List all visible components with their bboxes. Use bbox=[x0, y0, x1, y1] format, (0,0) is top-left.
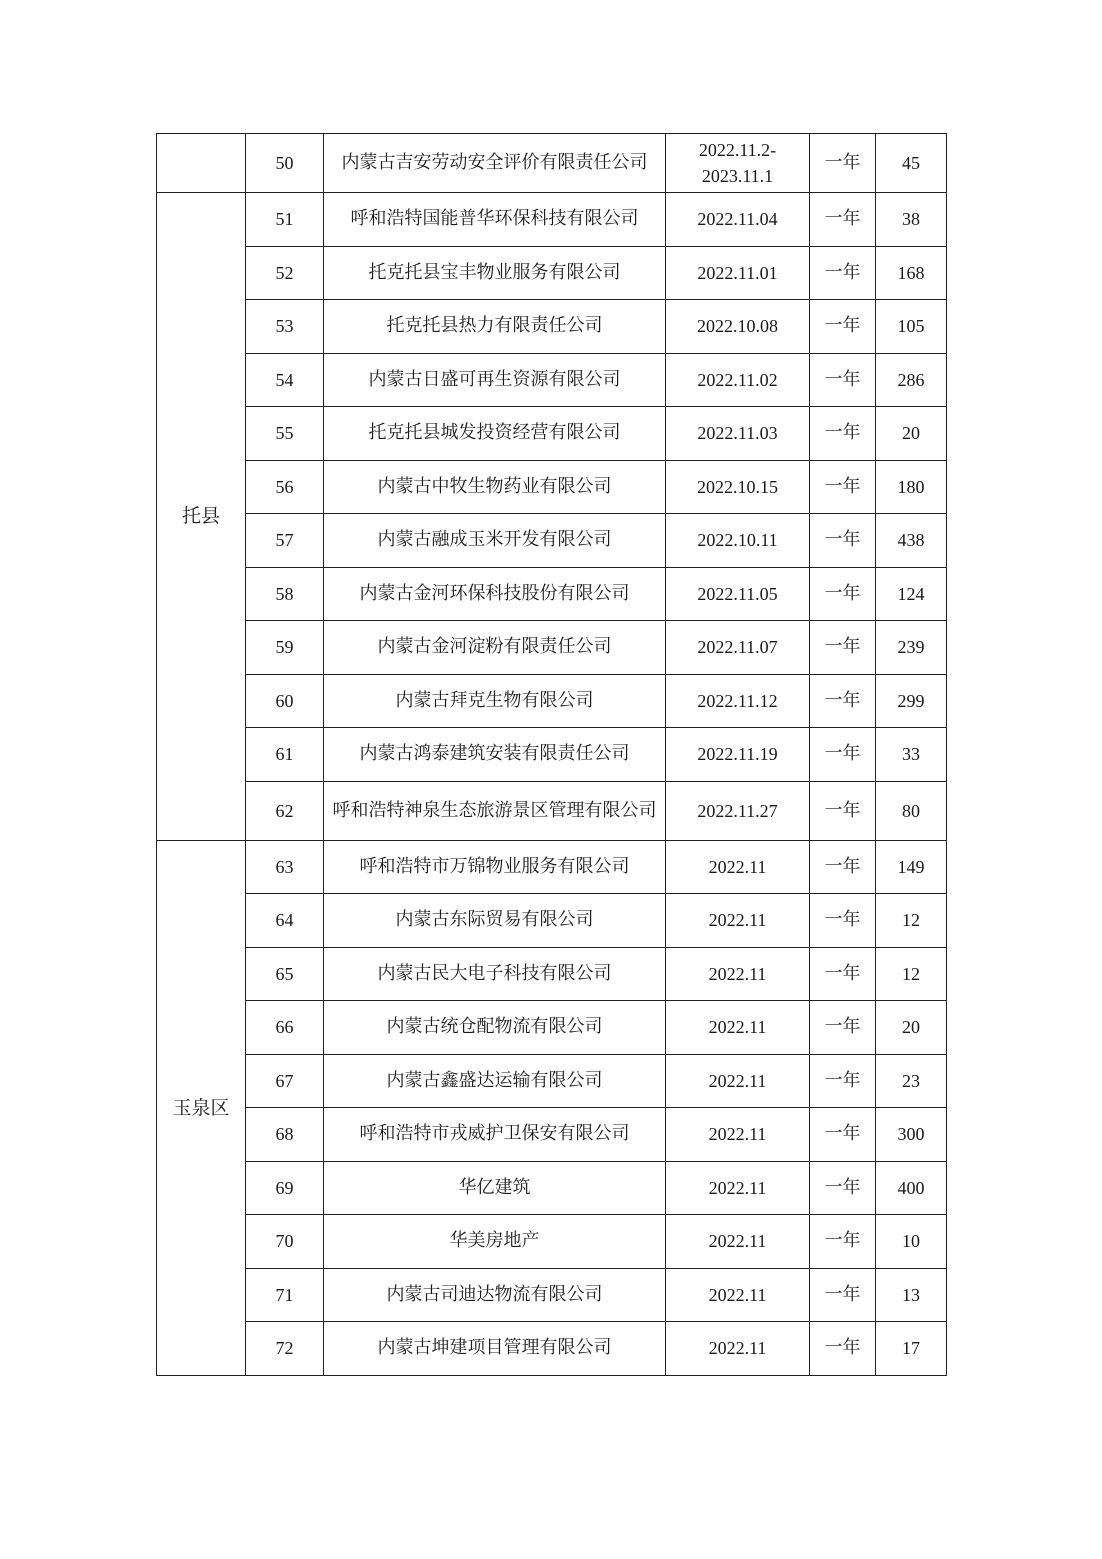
company-name-cell: 内蒙古日盛可再生资源有限公司 bbox=[324, 353, 666, 407]
term-cell: 一年 bbox=[810, 134, 876, 193]
date-cell: 2022.11.19 bbox=[666, 728, 810, 782]
term-cell: 一年 bbox=[810, 567, 876, 621]
table-row bbox=[157, 514, 947, 568]
serial-number-cell: 64 bbox=[246, 894, 324, 948]
date-cell: 2022.11.03 bbox=[666, 407, 810, 461]
serial-number-cell: 50 bbox=[246, 134, 324, 193]
count-cell: 80 bbox=[876, 781, 947, 840]
date-cell: 2022.11 bbox=[666, 1215, 810, 1269]
company-name-cell: 呼和浩特国能普华环保科技有限公司 bbox=[324, 193, 666, 247]
serial-number-cell: 60 bbox=[246, 674, 324, 728]
term-cell: 一年 bbox=[810, 894, 876, 948]
term-cell: 一年 bbox=[810, 1215, 876, 1269]
table-row bbox=[157, 353, 947, 407]
count-cell: 13 bbox=[876, 1268, 947, 1322]
serial-number-cell: 59 bbox=[246, 621, 324, 675]
table-row bbox=[157, 460, 947, 514]
table-row bbox=[157, 246, 947, 300]
serial-number-cell: 57 bbox=[246, 514, 324, 568]
serial-number-cell: 56 bbox=[246, 460, 324, 514]
count-cell: 168 bbox=[876, 246, 947, 300]
company-name-cell: 托克托县宝丰物业服务有限公司 bbox=[324, 246, 666, 300]
count-cell: 149 bbox=[876, 840, 947, 894]
count-cell: 20 bbox=[876, 1001, 947, 1055]
date-cell: 2022.11.12 bbox=[666, 674, 810, 728]
table-row bbox=[157, 947, 947, 1001]
count-cell: 10 bbox=[876, 1215, 947, 1269]
term-cell: 一年 bbox=[810, 621, 876, 675]
company-name-cell: 内蒙古东际贸易有限公司 bbox=[324, 894, 666, 948]
date-cell: 2022.11 bbox=[666, 840, 810, 894]
term-cell: 一年 bbox=[810, 781, 876, 840]
term-cell: 一年 bbox=[810, 674, 876, 728]
serial-number-cell: 65 bbox=[246, 947, 324, 1001]
company-name-cell: 内蒙古司迪达物流有限公司 bbox=[324, 1268, 666, 1322]
count-cell: 299 bbox=[876, 674, 947, 728]
serial-number-cell: 66 bbox=[246, 1001, 324, 1055]
table-row bbox=[157, 674, 947, 728]
serial-number-cell: 62 bbox=[246, 781, 324, 840]
count-cell: 438 bbox=[876, 514, 947, 568]
company-name-cell: 华亿建筑 bbox=[324, 1161, 666, 1215]
serial-number-cell: 51 bbox=[246, 193, 324, 247]
term-cell: 一年 bbox=[810, 1268, 876, 1322]
company-name-cell: 呼和浩特市戎威护卫保安有限公司 bbox=[324, 1108, 666, 1162]
term-cell: 一年 bbox=[810, 300, 876, 354]
term-cell: 一年 bbox=[810, 728, 876, 782]
company-name-cell: 内蒙古鸿泰建筑安装有限责任公司 bbox=[324, 728, 666, 782]
term-cell: 一年 bbox=[810, 1322, 876, 1376]
count-cell: 180 bbox=[876, 460, 947, 514]
count-cell: 12 bbox=[876, 894, 947, 948]
serial-number-cell: 63 bbox=[246, 840, 324, 894]
date-cell: 2022.11.02 bbox=[666, 353, 810, 407]
count-cell: 400 bbox=[876, 1161, 947, 1215]
count-cell: 300 bbox=[876, 1108, 947, 1162]
region-cell bbox=[157, 134, 246, 193]
company-name-cell: 内蒙古融成玉米开发有限公司 bbox=[324, 514, 666, 568]
company-name-cell: 托克托县热力有限责任公司 bbox=[324, 300, 666, 354]
serial-number-cell: 68 bbox=[246, 1108, 324, 1162]
term-cell: 一年 bbox=[810, 1108, 876, 1162]
serial-number-cell: 71 bbox=[246, 1268, 324, 1322]
serial-number-cell: 67 bbox=[246, 1054, 324, 1108]
count-cell: 20 bbox=[876, 407, 947, 461]
table-row bbox=[157, 1001, 947, 1055]
term-cell: 一年 bbox=[810, 246, 876, 300]
serial-number-cell: 54 bbox=[246, 353, 324, 407]
count-cell: 23 bbox=[876, 1054, 947, 1108]
term-cell: 一年 bbox=[810, 947, 876, 1001]
date-cell: 2022.11 bbox=[666, 1001, 810, 1055]
count-cell: 45 bbox=[876, 134, 947, 193]
date-cell: 2022.11 bbox=[666, 1054, 810, 1108]
table-row bbox=[157, 621, 947, 675]
serial-number-cell: 61 bbox=[246, 728, 324, 782]
company-name-cell: 托克托县城发投资经营有限公司 bbox=[324, 407, 666, 461]
term-cell: 一年 bbox=[810, 193, 876, 247]
term-cell: 一年 bbox=[810, 1054, 876, 1108]
company-name-cell: 华美房地产 bbox=[324, 1215, 666, 1269]
date-cell: 2022.11 bbox=[666, 894, 810, 948]
term-cell: 一年 bbox=[810, 353, 876, 407]
serial-number-cell: 69 bbox=[246, 1161, 324, 1215]
region-cell: 托县 bbox=[157, 193, 246, 841]
company-name-cell: 呼和浩特神泉生态旅游景区管理有限公司 bbox=[324, 781, 666, 840]
company-name-cell: 内蒙古坤建项目管理有限公司 bbox=[324, 1322, 666, 1376]
table-row bbox=[157, 134, 947, 193]
term-cell: 一年 bbox=[810, 1161, 876, 1215]
date-cell: 2022.11.27 bbox=[666, 781, 810, 840]
company-name-cell: 呼和浩特市万锦物业服务有限公司 bbox=[324, 840, 666, 894]
count-cell: 286 bbox=[876, 353, 947, 407]
count-cell: 124 bbox=[876, 567, 947, 621]
date-cell: 2022.11.2-2023.11.1 bbox=[666, 134, 810, 193]
table-row bbox=[157, 1322, 947, 1376]
company-name-cell: 内蒙古金河环保科技股份有限公司 bbox=[324, 567, 666, 621]
count-cell: 105 bbox=[876, 300, 947, 354]
date-cell: 2022.11 bbox=[666, 1108, 810, 1162]
serial-number-cell: 72 bbox=[246, 1322, 324, 1376]
date-cell: 2022.10.08 bbox=[666, 300, 810, 354]
company-name-cell: 内蒙古拜克生物有限公司 bbox=[324, 674, 666, 728]
term-cell: 一年 bbox=[810, 1001, 876, 1055]
company-table bbox=[156, 133, 947, 1376]
term-cell: 一年 bbox=[810, 407, 876, 461]
date-cell: 2022.11 bbox=[666, 1268, 810, 1322]
table-row bbox=[157, 894, 947, 948]
date-cell: 2022.11 bbox=[666, 947, 810, 1001]
date-cell: 2022.11.05 bbox=[666, 567, 810, 621]
table-row bbox=[157, 300, 947, 354]
table-row bbox=[157, 781, 947, 840]
company-name-cell: 内蒙古中牧生物药业有限公司 bbox=[324, 460, 666, 514]
table-row bbox=[157, 1108, 947, 1162]
table-row bbox=[157, 728, 947, 782]
serial-number-cell: 53 bbox=[246, 300, 324, 354]
count-cell: 12 bbox=[876, 947, 947, 1001]
company-name-cell: 内蒙古吉安劳动安全评价有限责任公司 bbox=[324, 134, 666, 193]
count-cell: 33 bbox=[876, 728, 947, 782]
company-name-cell: 内蒙古金河淀粉有限责任公司 bbox=[324, 621, 666, 675]
date-cell: 2022.10.15 bbox=[666, 460, 810, 514]
table-row bbox=[157, 1054, 947, 1108]
date-cell: 2022.10.11 bbox=[666, 514, 810, 568]
table-row bbox=[157, 1161, 947, 1215]
serial-number-cell: 55 bbox=[246, 407, 324, 461]
date-cell: 2022.11.07 bbox=[666, 621, 810, 675]
count-cell: 17 bbox=[876, 1322, 947, 1376]
date-cell: 2022.11 bbox=[666, 1322, 810, 1376]
count-cell: 38 bbox=[876, 193, 947, 247]
table-row bbox=[157, 1268, 947, 1322]
company-name-cell: 内蒙古统仓配物流有限公司 bbox=[324, 1001, 666, 1055]
term-cell: 一年 bbox=[810, 514, 876, 568]
date-cell: 2022.11.01 bbox=[666, 246, 810, 300]
company-name-cell: 内蒙古民大电子科技有限公司 bbox=[324, 947, 666, 1001]
table-row bbox=[157, 1215, 947, 1269]
table-row bbox=[157, 840, 947, 894]
region-cell: 玉泉区 bbox=[157, 840, 246, 1375]
serial-number-cell: 58 bbox=[246, 567, 324, 621]
term-cell: 一年 bbox=[810, 460, 876, 514]
date-cell: 2022.11.04 bbox=[666, 193, 810, 247]
table-row bbox=[157, 193, 947, 247]
serial-number-cell: 52 bbox=[246, 246, 324, 300]
serial-number-cell: 70 bbox=[246, 1215, 324, 1269]
table-row bbox=[157, 567, 947, 621]
count-cell: 239 bbox=[876, 621, 947, 675]
date-cell: 2022.11 bbox=[666, 1161, 810, 1215]
company-name-cell: 内蒙古鑫盛达运输有限公司 bbox=[324, 1054, 666, 1108]
term-cell: 一年 bbox=[810, 840, 876, 894]
table-row bbox=[157, 407, 947, 461]
